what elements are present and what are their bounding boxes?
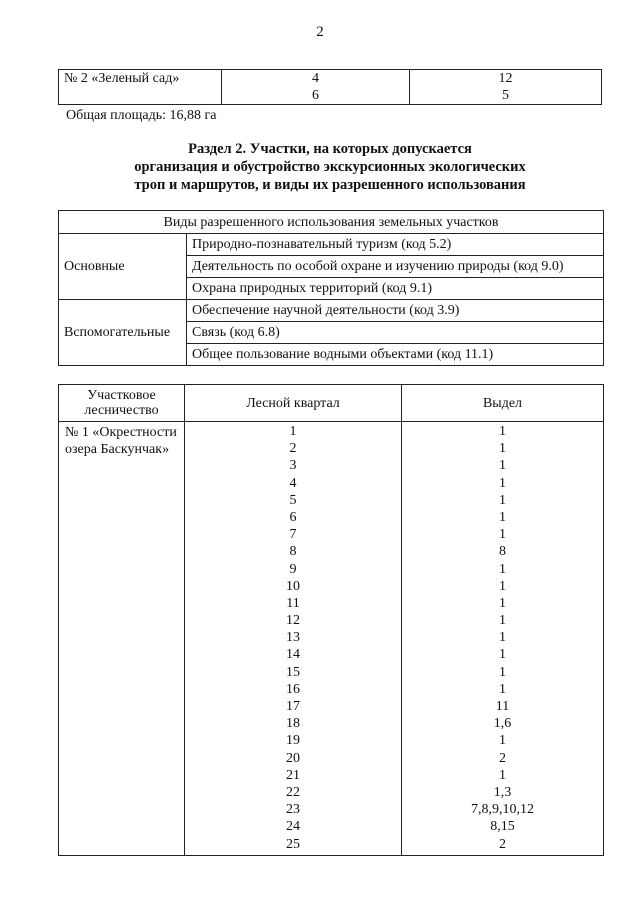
top-table-name [59,70,222,105]
forest-section-cell: 1 [499,647,506,663]
forest-quarter-cell: 6 [289,509,297,525]
forest-section-cell: 1 [499,492,506,508]
forest-section-cell: 1 [499,561,506,577]
forest-quarter-cell: 25 [286,836,300,852]
top-section: 12 [498,71,513,86]
section-title-line: Раздел 2. Участки, на которых допускается [188,141,472,157]
forest-section-cell: 1 [499,595,506,611]
uses-table-header: Виды разрешенного использования земельных участков [59,211,604,234]
forest-section-cell: 8 [499,544,506,560]
forest-quarter-cell: 3 [289,458,297,474]
forest-quarter-cell: 20 [286,750,300,766]
forest-sections-column [402,422,604,856]
forest-quarter-cell: 16 [286,681,300,697]
forest-quarter-cell: 21 [286,767,300,783]
forest-quarter-cell: 11 [286,595,300,611]
uses-aux-item: Общее пользование водными объектами (код 11.1) [187,344,604,366]
forest-quarter-cell: 5 [289,492,297,508]
forest-section-cell: 2 [499,750,506,766]
forest-section-cell: 1 [499,681,506,697]
forest-quarter-cell: 12 [286,613,300,629]
forest-header-district [59,385,185,422]
forest-quarter-cell: 8 [289,544,297,560]
forest-quarter-cell: 4 [289,475,297,491]
uses-aux-label: Вспомогательные [59,300,187,366]
forest-quarter-cell: 15 [286,664,300,680]
page-number: 2 [316,24,324,40]
forest-section-cell: 8,15 [490,819,515,835]
uses-table [58,210,604,366]
top-table-quarters [222,70,410,105]
forest-quarter-cell: 9 [289,561,297,577]
forest-quarter-cell: 18 [286,716,300,732]
forest-section-cell: 11 [495,699,510,714]
section-title [60,140,600,194]
forest-section-cell: 1 [499,527,506,543]
uses-aux-item: Обеспечение научной деятельности (код 3.9) [187,300,604,322]
uses-main-item: Деятельность по особой охране и изучению природы (код 9.0) [187,256,604,278]
forest-quarter-cell: 2 [289,441,297,457]
top-table-name-text: № 2 «Зеленый сад» [64,71,180,86]
forest-district-line: № 1 «Окрестности [65,425,177,440]
forest-quarter-cell: 23 [286,802,300,818]
forest-section-cell: 1,6 [493,716,512,732]
forest-section-cell: 1 [499,509,506,525]
forest-section-cell: 1 [499,733,506,749]
uses-main-item: Природно-познавательный туризм (код 5.2) [187,234,604,256]
section-title-line: троп и маршрутов, и виды их разрешенного использования [134,177,526,193]
top-section: 5 [502,88,509,103]
top-table [58,69,602,105]
top-quarter: 6 [312,88,319,103]
forest-quarter-cell: 24 [286,819,300,835]
forest-header-district-text: Участковое лесничество [84,388,159,418]
forest-section-cell: 1 [499,475,506,491]
forest-district [59,422,185,856]
forest-quarter-cell: 13 [286,630,300,646]
forest-quarter-cell: 22 [286,784,300,800]
uses-aux-item: Связь (код 6.8) [187,322,604,344]
forest-section-cell: 1 [499,424,506,439]
top-quarter: 4 [312,71,319,86]
total-area: Общая площадь: 16,88 га [66,108,217,123]
forest-table [58,384,604,856]
forest-section-cell: 7,8,9,10,12 [471,802,534,818]
uses-main-item: Охрана природных территорий (код 9.1) [187,278,604,300]
forest-section-cell: 1 [499,441,506,457]
forest-section-cell: 1 [499,767,506,783]
forest-quarter-cell: 17 [286,699,300,714]
section-title-line: организация и обустройство экскурсионных экологических [134,159,526,175]
forest-quarter-cell: 10 [286,578,300,594]
forest-district-line: озера Баскунчак» [65,442,170,458]
forest-section-cell: 2 [499,836,506,852]
uses-main-label: Основные [59,234,187,300]
forest-section-cell: 1 [499,578,506,594]
forest-header-section: Выдел [402,385,604,422]
forest-quarter-cell: 19 [286,733,300,749]
forest-header-quarter: Лесной квартал [185,385,402,422]
forest-quarter-cell: 14 [286,647,300,663]
forest-quarters-column [185,422,402,856]
forest-quarter-cell: 1 [289,424,297,439]
forest-section-cell: 1 [499,630,506,646]
top-table-sections [410,70,602,105]
forest-section-cell: 1 [499,613,506,629]
forest-section-cell: 1,3 [493,784,512,800]
forest-section-cell: 1 [499,458,506,474]
forest-section-cell: 1 [499,664,506,680]
forest-quarter-cell: 7 [289,527,297,543]
